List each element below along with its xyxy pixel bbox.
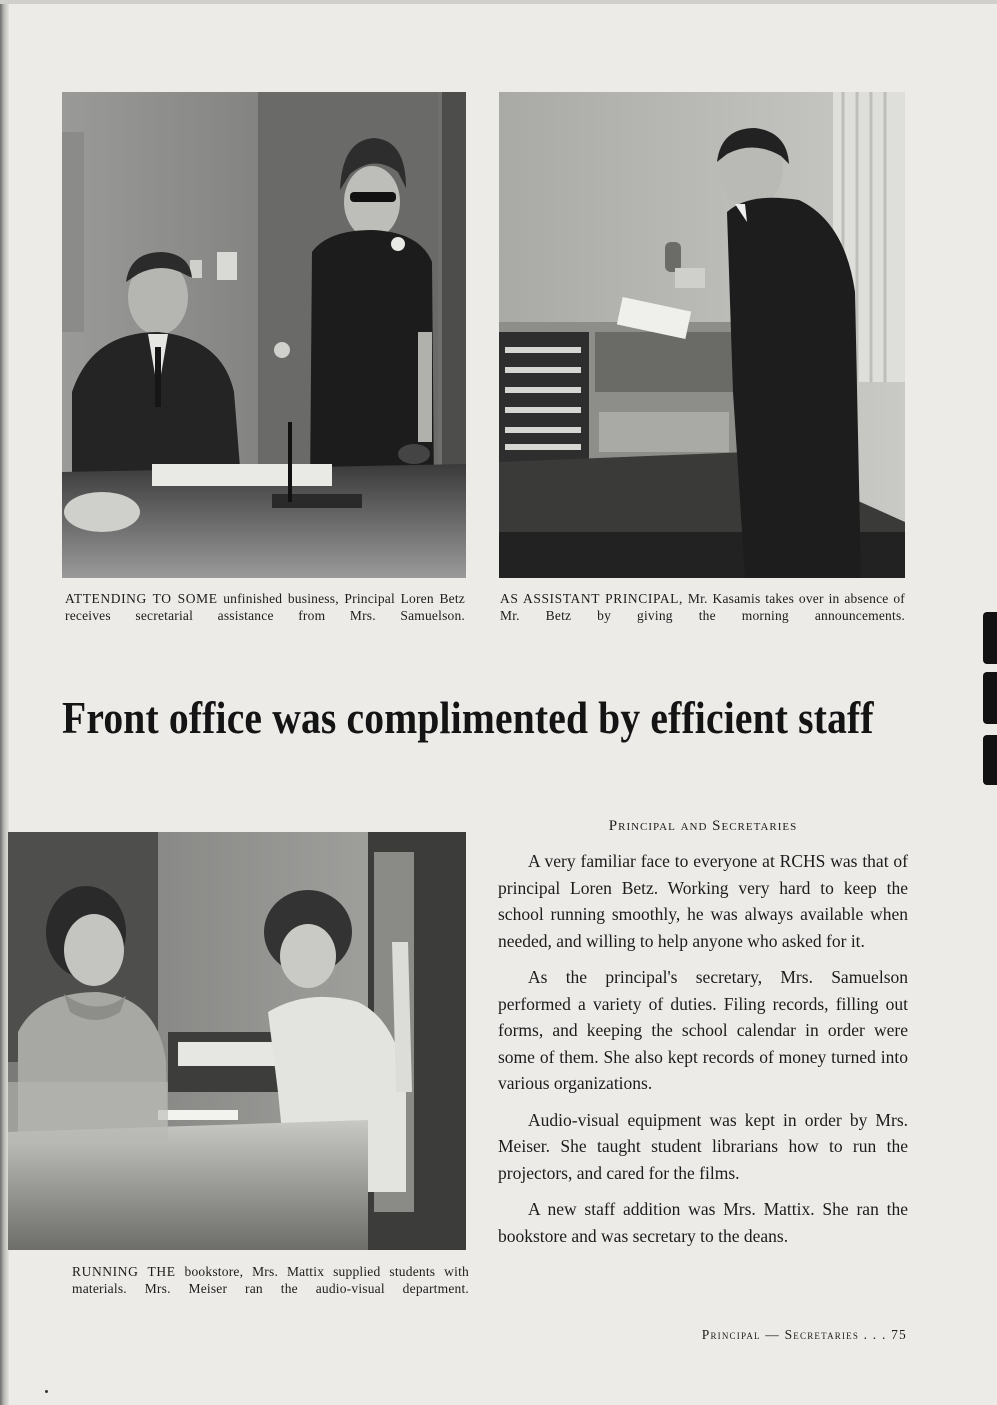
- index-tab-2: [983, 672, 997, 724]
- caption-body: bookstore, Mrs. Mattix supplied students with materials. Mrs. Meiser ran the audio-visual department.: [72, 1264, 469, 1296]
- caption-principal-and-secretary: [65, 590, 465, 624]
- caption-assistant-principal: [500, 590, 905, 624]
- caption-lead: ATTENDING TO SOME: [65, 591, 218, 606]
- index-tab-3: [983, 735, 997, 785]
- article-paragraph: A new staff addition was Mrs. Mattix. She ran the bookstore and was secretary to the deans.: [498, 1199, 908, 1246]
- article-paragraph: Audio-visual equipment was kept in order by Mrs. Meiser. She taught student librarians how to run the projectors, and cared for the films.: [498, 1109, 908, 1183]
- page-speck: [45, 1390, 48, 1393]
- article-paragraph: A very familiar face to everyone at RCHS was that of principal Loren Betz. Working very hard to keep the school running smoothly, he was always available when needed, and willing to help anyone who asked for it.: [498, 851, 908, 951]
- photo-assistant-principal: [499, 92, 905, 578]
- caption-bookstore-counter: [72, 1263, 469, 1297]
- index-tab-1: [983, 612, 997, 664]
- article-paragraph: As the principal's secretary, Mrs. Samuelson performed a variety of duties. Filing records, filling out forms, and keeping the school calendar in order were some of them. She also kept records of money turned into various organizations.: [498, 967, 908, 1093]
- caption-lead: RUNNING THE: [72, 1264, 176, 1279]
- page-top-edge: [0, 0, 997, 4]
- photo-bookstore-counter: [8, 832, 466, 1250]
- section-title: Principal and Secretaries: [608, 818, 798, 834]
- article-body: [498, 848, 908, 1259]
- caption-body: Mr. Kasamis takes over in absence of Mr. Betz by giving the morning announcements.: [500, 591, 905, 623]
- caption-lead: AS ASSISTANT PRINCIPAL,: [500, 591, 684, 606]
- page-folio: Principal — Secretaries . . . 75: [701, 1327, 907, 1342]
- caption-body: unfinished business, Principal Loren Betz receives secretarial assistance from Mrs. Samuelson.: [65, 591, 465, 623]
- photo-principal-and-secretary: [62, 92, 466, 578]
- page-headline: Front office was complimented by efficient staff: [62, 692, 874, 743]
